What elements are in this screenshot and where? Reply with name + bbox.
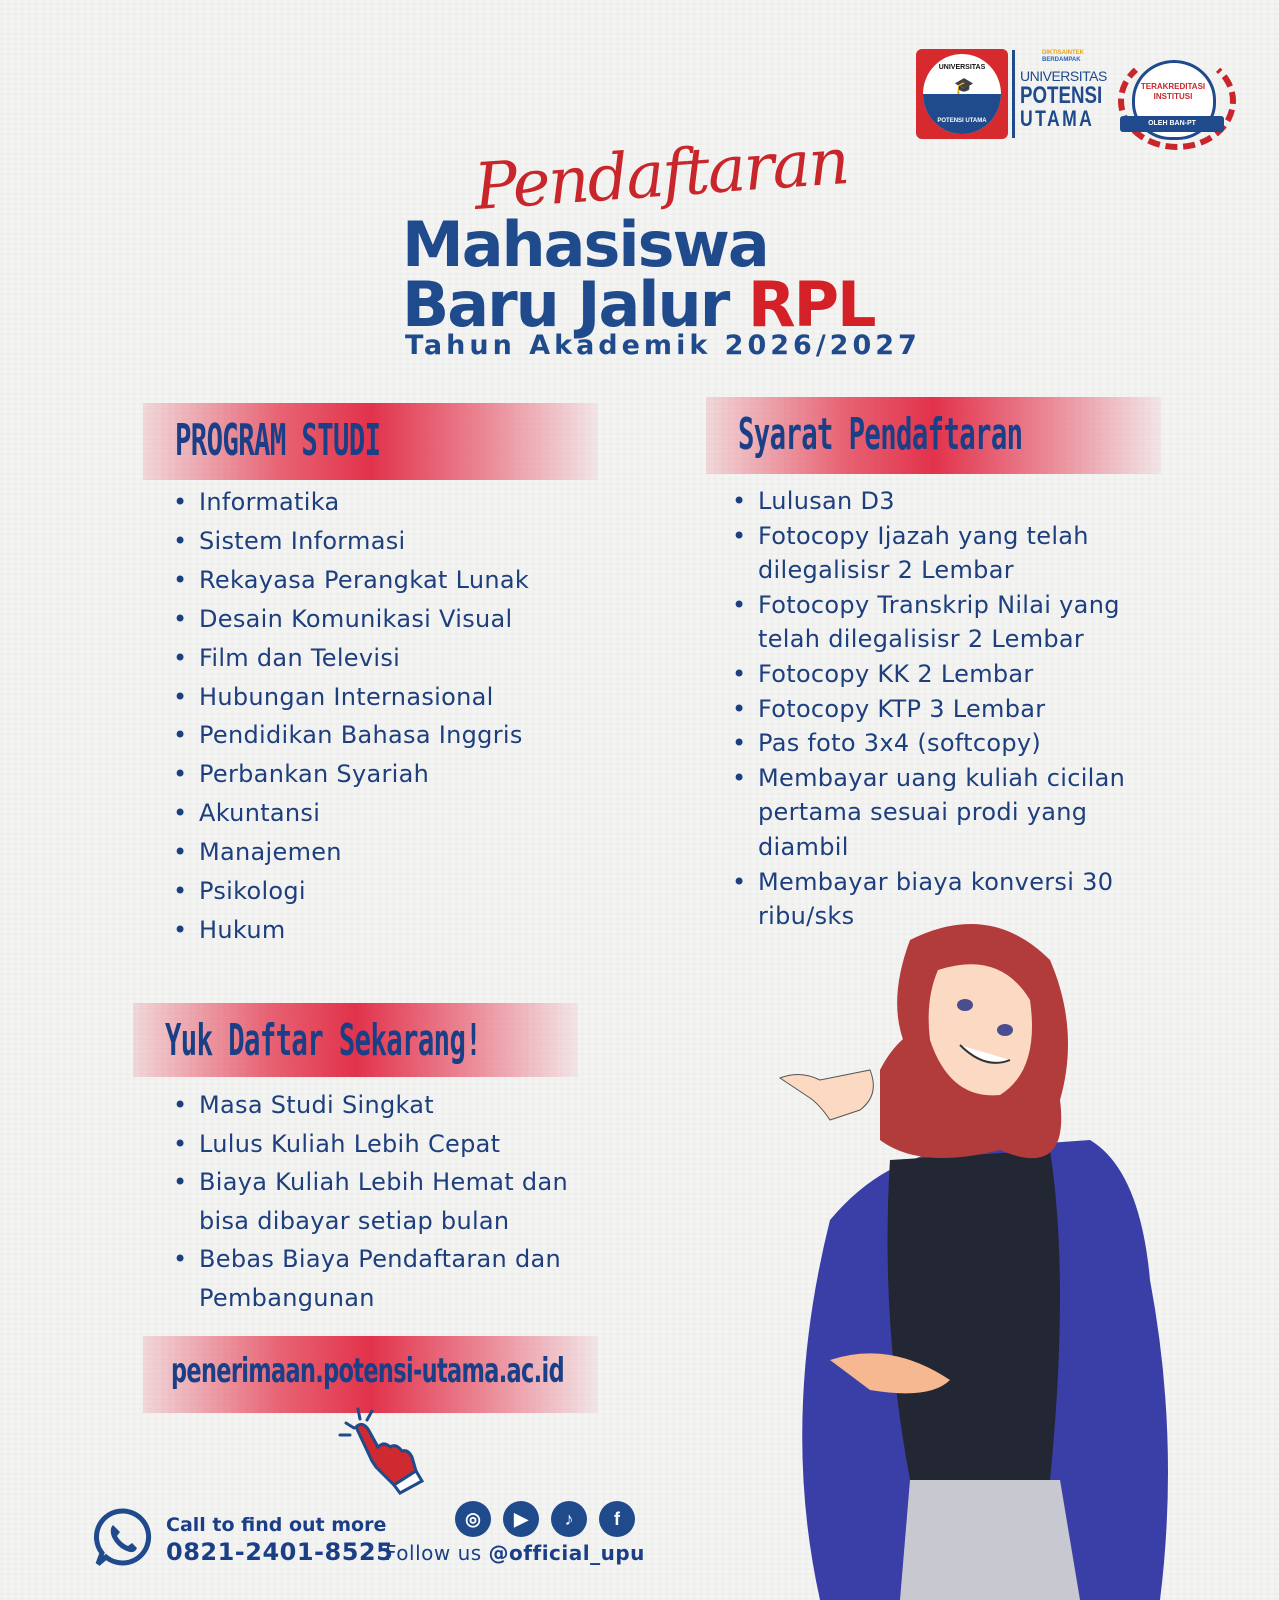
list-item-text: Desain Komunikasi Visual [199, 604, 513, 633]
bullet-icon: • [173, 488, 188, 516]
call-label: Call to find out more [166, 1514, 387, 1536]
yuk-daftar-heading: Yuk Daftar Sekarang! [165, 1015, 482, 1066]
wordmark-tag2: BERDAMPAK [1042, 57, 1081, 63]
badge-line1: TERAKREDITASI [1140, 82, 1206, 91]
list-item-text: Perbankan Syariah [199, 760, 430, 789]
title-rpl: RPL [747, 268, 875, 341]
bullet-icon: • [732, 590, 747, 619]
list-item-text: Fotocopy KK 2 Lembar [758, 659, 1034, 688]
syarat-list [732, 484, 1126, 934]
bullet-icon: • [173, 604, 188, 633]
list-item-text: Pendidikan Bahasa Inggris [199, 721, 523, 750]
bullet-icon: • [173, 682, 188, 711]
list-item [173, 639, 529, 678]
pointer-hand-icon [332, 1405, 432, 1495]
bullet-icon: • [173, 721, 188, 750]
bullet-icon: • [732, 729, 747, 758]
yuk-daftar-banner [133, 1003, 578, 1077]
website-link[interactable] [143, 1336, 598, 1413]
list-item-text: pertama sesuai prodi yang [758, 798, 1088, 827]
list-item-text: Fotocopy Transkrip Nilai yang [758, 590, 1120, 619]
list-item [173, 716, 529, 755]
list-item-text: Pembangunan [199, 1283, 375, 1312]
list-item-text: Informatika [199, 488, 340, 516]
list-item-text: Membayar biaya konversi 30 [758, 867, 1114, 896]
list-item-text: diambil [758, 832, 849, 861]
bullet-icon: • [173, 838, 188, 867]
list-item-text: Akuntansi [199, 799, 321, 828]
bullet-icon: • [173, 877, 188, 906]
list-item [732, 726, 1125, 761]
bullet-icon: • [732, 694, 747, 723]
wordmark-line3: UTAMA [1020, 106, 1095, 131]
title-script: Pendaftaran [471, 125, 851, 225]
bullet-icon: • [173, 1168, 188, 1197]
bullet-icon: • [732, 487, 747, 515]
tiktok-icon[interactable]: ♪ [551, 1501, 587, 1537]
syarat-heading: Syarat Pendaftaran [738, 409, 1023, 460]
title-line2 [402, 268, 875, 341]
list-item-text: Hukum [199, 915, 286, 944]
bullet-icon: • [173, 1129, 188, 1158]
list-item-text: Rekayasa Perangkat Lunak [199, 565, 530, 594]
list-item-text: Psikologi [199, 877, 306, 906]
badge-ribbon: OLEH BAN-PT [1120, 116, 1224, 132]
list-item [173, 794, 529, 833]
list-item-text: Fotocopy KTP 3 Lembar [758, 694, 1046, 723]
list-item-text: Bebas Biaya Pendaftaran dan [199, 1245, 562, 1274]
bullet-icon: • [173, 799, 188, 828]
wordmark-tag1: DIKTISAINTEK [1042, 50, 1084, 56]
list-item-text: ribu/sks [758, 902, 855, 931]
list-item [732, 657, 1125, 692]
syarat-banner [706, 397, 1161, 474]
list-item-text: bisa dibayar setiap bulan [199, 1206, 510, 1235]
facebook-icon[interactable]: f [599, 1501, 635, 1537]
list-item [173, 872, 529, 911]
list-item [173, 522, 529, 561]
whatsapp-icon[interactable] [92, 1507, 154, 1569]
list-item [732, 519, 1125, 588]
graduation-cap-icon: 🎓 [954, 76, 974, 95]
title-line2-main: Baru Jalur [402, 268, 748, 341]
list-item [732, 484, 1125, 519]
list-item [173, 755, 529, 794]
list-item-text: Film dan Televisi [199, 643, 401, 672]
list-item [173, 911, 529, 950]
list-item-text: Lulusan D3 [758, 487, 895, 515]
list-item-text: Masa Studi Singkat [199, 1091, 434, 1119]
badge-line2: INSTITUSI [1153, 92, 1193, 101]
list-item [173, 1163, 568, 1240]
bullet-icon: • [173, 1091, 188, 1119]
wordmark-line1: UNIVERSITAS [1020, 68, 1107, 84]
bullet-icon: • [173, 643, 188, 672]
bullet-icon: • [732, 521, 747, 550]
logo-divider [1012, 50, 1015, 138]
program-studi-heading: PROGRAM STUDI [175, 415, 381, 466]
bullet-icon: • [173, 1245, 188, 1274]
list-item-text: Biaya Kuliah Lebih Hemat dan [199, 1168, 568, 1197]
accreditation-badge [1114, 52, 1230, 142]
list-item [173, 561, 530, 600]
wordmark-line2: POTENSI [1020, 82, 1103, 109]
list-item-text: Lulus Kuliah Lebih Cepat [199, 1129, 501, 1158]
bullet-icon: • [173, 565, 188, 594]
list-item [173, 600, 529, 639]
list-item-text: Manajemen [199, 838, 342, 867]
program-studi-list [173, 483, 530, 950]
list-item [173, 483, 529, 522]
list-item [173, 1125, 568, 1164]
instagram-icon[interactable]: ◎ [455, 1501, 491, 1537]
academic-year: Tahun Akademik 2026/2027 [405, 330, 921, 361]
phone-number[interactable]: 0821-2401-8525 [166, 1538, 394, 1566]
logo-bottom-text: POTENSI UTAMA [937, 118, 987, 124]
bullet-icon: • [173, 526, 188, 555]
bullet-icon: • [732, 867, 747, 896]
list-item [732, 588, 1125, 657]
university-wordmark [1020, 50, 1107, 131]
bullet-icon: • [732, 659, 747, 688]
list-item-text: dilegalisisr 2 Lembar [758, 556, 1014, 585]
list-item [173, 1240, 568, 1317]
title-line1: Mahasiswa [402, 208, 768, 281]
website-url[interactable]: penerimaan.potensi-utama.ac.id [171, 1351, 564, 1391]
list-item-text: Sistem Informasi [199, 526, 406, 555]
bullet-icon: • [173, 760, 188, 789]
list-item-text: Hubungan Internasional [199, 682, 494, 711]
list-item-text: Membayar uang kuliah cicilan [758, 763, 1126, 792]
list-item [732, 761, 1126, 865]
follow-label: Follow us [385, 1541, 489, 1565]
student-illustration [760, 920, 1180, 1600]
follow-us [385, 1541, 645, 1565]
list-item-text: Pas foto 3x4 (softcopy) [758, 729, 1042, 758]
list-item-text: Fotocopy Ijazah yang telah [758, 521, 1089, 550]
social-handle[interactable]: @official_upu [488, 1541, 645, 1565]
list-item [173, 833, 529, 872]
university-logo [916, 49, 1008, 139]
list-item [173, 678, 529, 717]
list-item-text: telah dilegalisisr 2 Lembar [758, 625, 1085, 654]
youtube-icon[interactable]: ▶ [503, 1501, 539, 1537]
bullet-icon: • [732, 763, 747, 792]
bullet-icon: • [173, 915, 188, 944]
program-studi-banner [143, 403, 598, 480]
logo-top-text: UNIVERSITAS [938, 64, 986, 71]
list-item [173, 1086, 568, 1125]
list-item [732, 692, 1125, 727]
yuk-daftar-list [173, 1086, 568, 1318]
social-icons [455, 1501, 635, 1537]
